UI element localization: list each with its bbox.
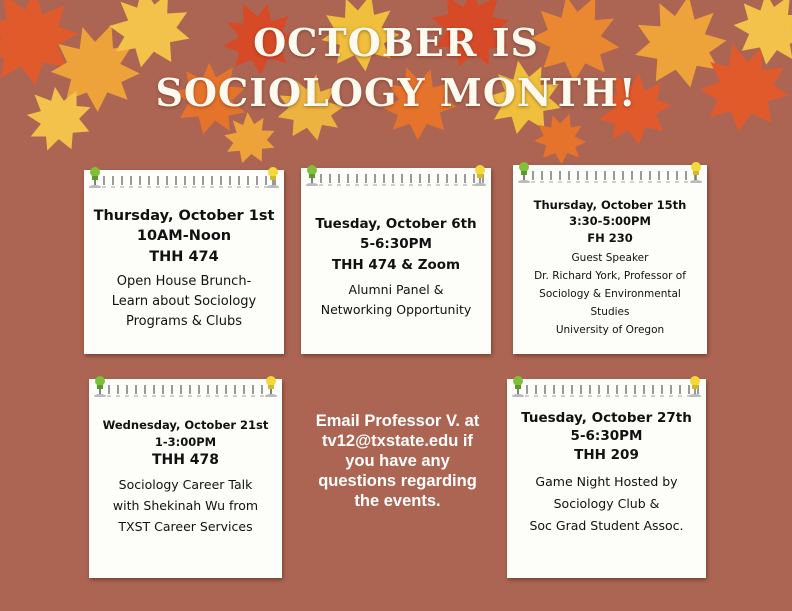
yellow-pushpin-icon <box>471 164 489 186</box>
event-time: 10AM-Noon <box>136 228 232 244</box>
event-description-line: Guest Speaker <box>571 252 649 264</box>
event-location: THH 209 <box>574 447 639 463</box>
title-line-1: OCTOBER IS <box>253 20 539 65</box>
event-location: FH 230 <box>587 231 633 245</box>
event-time: 1-3:00PM <box>154 435 217 449</box>
event-time: 5-6:30PM <box>360 236 432 252</box>
event-description-line: with Shekinah Wu from <box>112 498 259 513</box>
spiral-binding <box>307 174 485 183</box>
event-time: 5-6:30PM <box>570 428 643 444</box>
green-pushpin-icon <box>515 161 533 183</box>
event-day: Thursday, October 1st <box>93 208 275 224</box>
contact-email-note <box>300 411 495 511</box>
email-note-line: tv12@txstate.edu if <box>322 432 473 450</box>
green-pushpin-icon <box>91 375 109 397</box>
event-day: Thursday, October 15th <box>533 198 687 212</box>
title-line-2: SOCIOLOGY MONTH! <box>155 70 637 115</box>
event-description-line: Sociology Club & <box>553 496 660 511</box>
event-time: 3:30-5:00PM <box>569 214 651 228</box>
event-card-oct-1 <box>84 170 284 354</box>
event-description-line: Dr. Richard York, Professor of <box>534 270 686 282</box>
event-description-line: University of Oregon <box>555 324 665 336</box>
email-note-line: questions regarding <box>318 472 477 490</box>
event-description-line: Sociology Career Talk <box>118 477 253 492</box>
yellow-pushpin-icon <box>264 166 282 188</box>
green-pushpin-icon <box>509 375 527 397</box>
event-day: Tuesday, October 27th <box>521 410 692 426</box>
event-description-line: TXST Career Services <box>118 519 253 534</box>
yellow-pushpin-icon <box>687 161 705 183</box>
yellow-pushpin-icon <box>262 375 280 397</box>
event-description-line: Open House Brunch- <box>116 274 252 289</box>
spiral-binding <box>513 385 700 394</box>
spiral-binding <box>519 171 701 180</box>
event-location: THH 474 & Zoom <box>331 257 461 273</box>
event-description-line: Game Night Hosted by <box>535 474 678 489</box>
spiral-binding <box>90 176 278 185</box>
event-description-line: Learn about Sociology <box>111 294 257 309</box>
flyer-title <box>0 18 792 118</box>
event-day: Tuesday, October 6th <box>315 216 477 232</box>
yellow-pushpin-icon <box>686 375 704 397</box>
event-description-line: Soc Grad Student Assoc. <box>529 518 684 533</box>
event-description-line: Alumni Panel & <box>348 282 444 297</box>
email-note-line: the events. <box>354 492 441 510</box>
event-description-line: Studies <box>590 306 630 318</box>
email-note-line: Email Professor V. at <box>315 412 480 430</box>
green-pushpin-icon <box>86 166 104 188</box>
event-card-oct-15 <box>513 165 707 354</box>
event-description-line: Programs & Clubs <box>126 314 242 329</box>
event-description-line: Sociology & Environmental <box>539 288 681 300</box>
event-card-oct-27 <box>507 379 706 578</box>
event-location: THH 478 <box>151 452 220 468</box>
event-description-line: Networking Opportunity <box>320 302 472 317</box>
green-pushpin-icon <box>303 164 321 186</box>
email-note-line: you have any <box>345 452 450 470</box>
event-location: THH 474 <box>149 249 219 265</box>
spiral-binding <box>95 385 276 394</box>
event-day: Wednesday, October 21st <box>102 418 269 432</box>
event-card-oct-6 <box>301 168 491 354</box>
event-card-oct-21 <box>89 379 282 578</box>
